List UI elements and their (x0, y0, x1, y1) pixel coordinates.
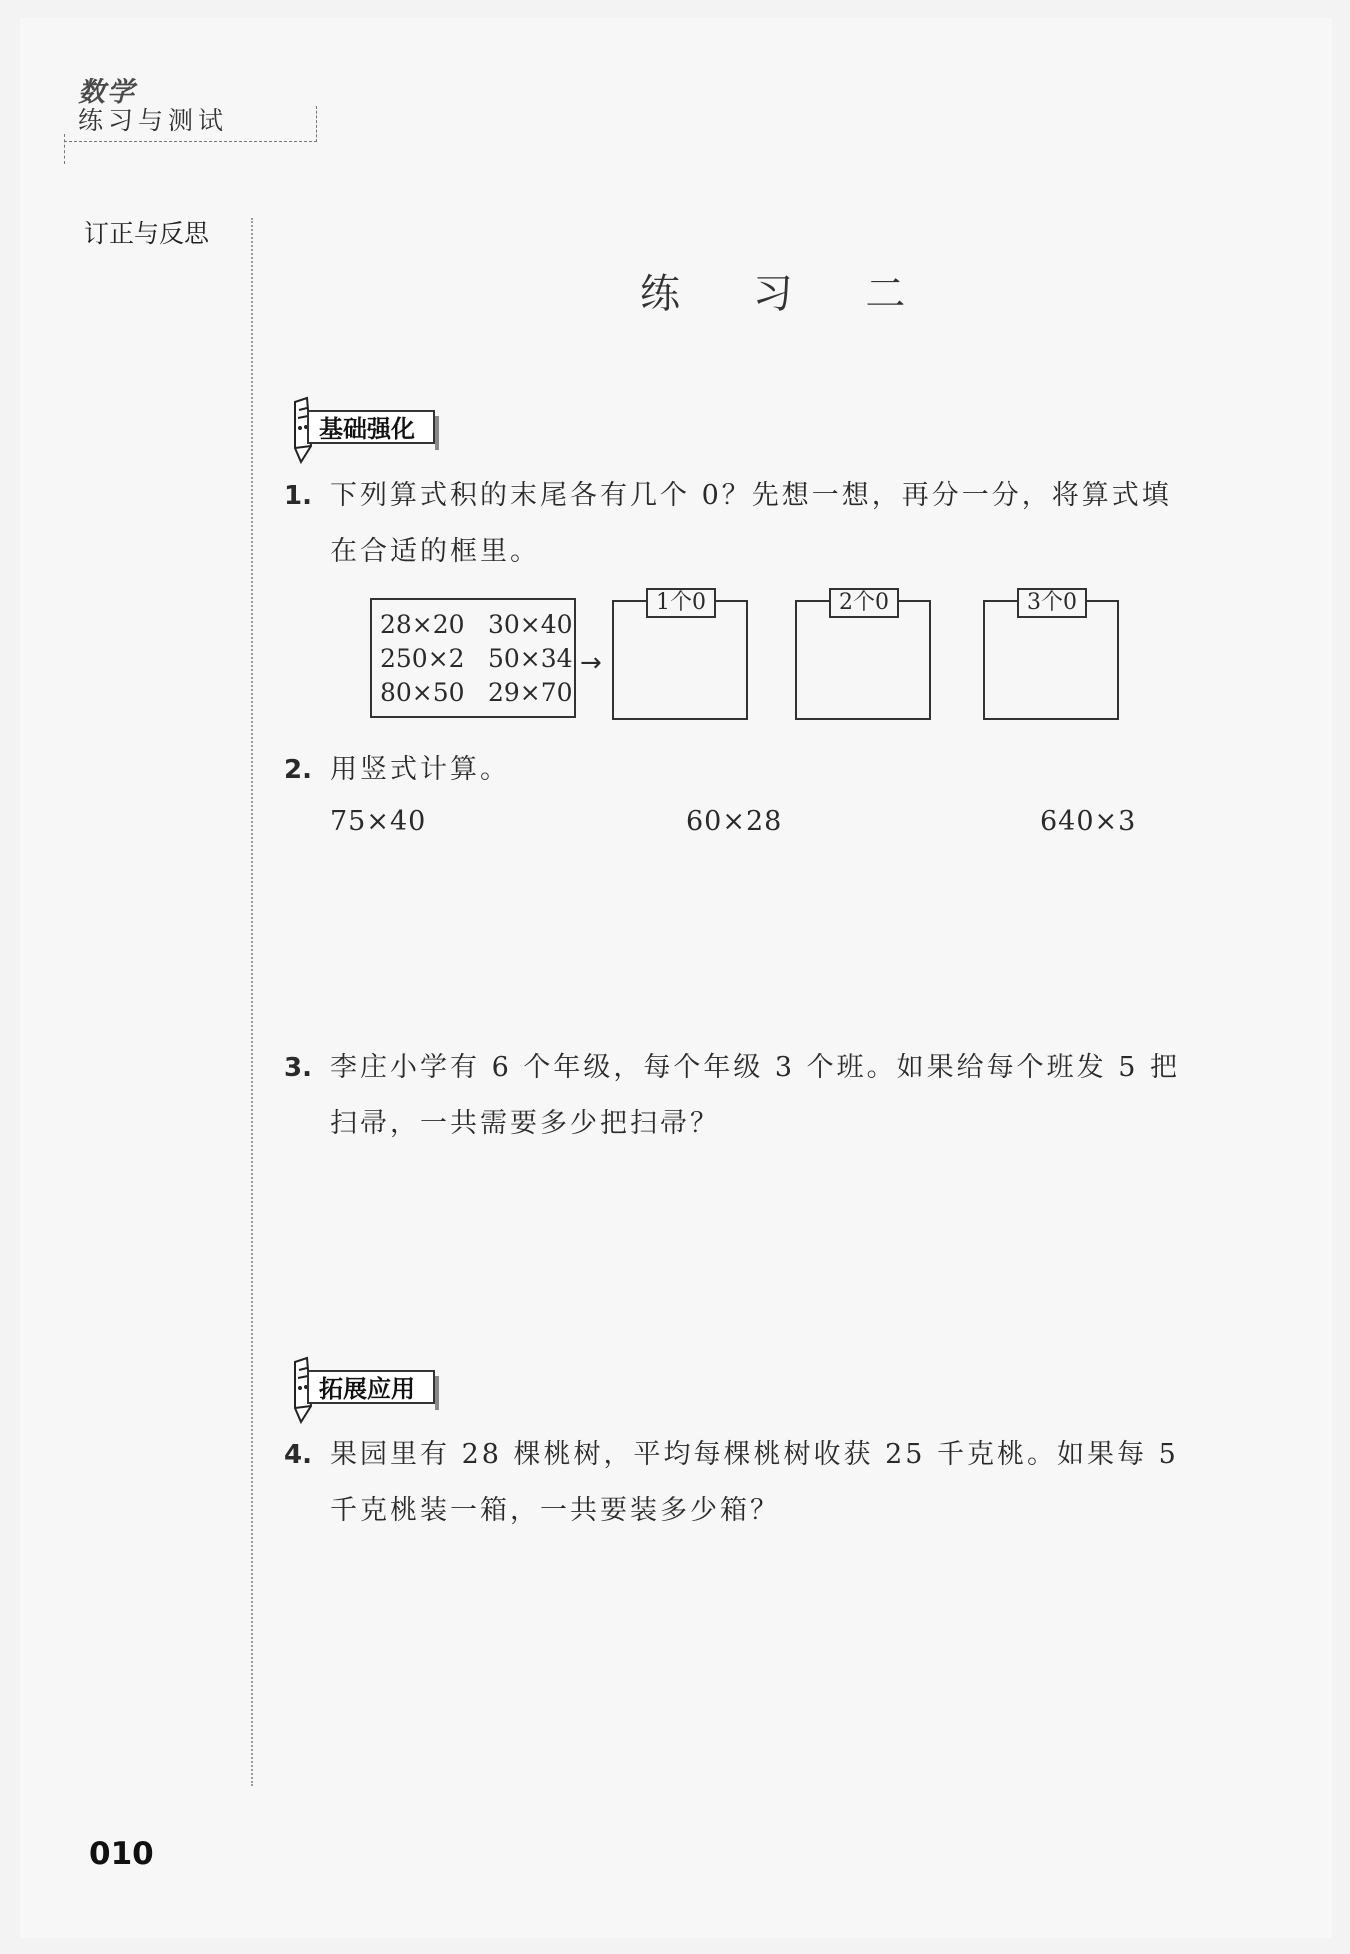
expression: 50×34 (488, 644, 573, 673)
expression: 30×40 (488, 610, 573, 639)
right-arrow-icon: → (580, 648, 602, 678)
question-2 (284, 742, 1244, 798)
expression-row (380, 642, 574, 676)
question-number: 3. (284, 1053, 312, 1083)
box-tag: 2个0 (829, 588, 899, 618)
brand-subject: 数学 (78, 77, 136, 108)
section-badge-extended: 拓展应用 (307, 1370, 435, 1404)
box-tag: 3个0 (1017, 588, 1087, 618)
section-title: 练 习 二 (640, 271, 936, 317)
expression-row (380, 608, 574, 642)
calc-problem: 60×28 (686, 806, 783, 837)
box-tag: 1个0 (646, 588, 716, 618)
calc-problem: 75×40 (330, 806, 427, 837)
expression: 250×2 (380, 644, 465, 673)
question-1 (284, 468, 1244, 580)
expression: 28×20 (380, 610, 465, 639)
section-badge-basic: 基础强化 (307, 410, 435, 444)
question-text-line: 下列算式积的末尾各有几个 0？先想一想，再分一分，将算式填 (330, 480, 1172, 511)
expression-box (370, 598, 576, 718)
answer-box-two-zeros[interactable] (795, 590, 931, 720)
margin-divider (251, 218, 253, 1786)
answer-box-three-zeros[interactable] (983, 590, 1119, 720)
question-number: 2. (284, 755, 312, 785)
question-text-line: 扫帚，一共需要多少把扫帚？ (330, 1108, 720, 1139)
question-text-line: 用竖式计算。 (330, 754, 510, 785)
question-4 (284, 1427, 1244, 1539)
question-number: 4. (284, 1440, 312, 1470)
question-text-line: 李庄小学有 6 个年级，每个年级 3 个班。如果给每个班发 5 把 (330, 1052, 1181, 1083)
question-3 (284, 1040, 1244, 1152)
expression: 29×70 (488, 678, 573, 707)
question-text-line: 果园里有 28 棵桃树，平均每棵桃树收获 25 千克桃。如果每 5 (330, 1439, 1179, 1470)
correction-reflection-label: 订正与反思 (84, 219, 210, 248)
question-text-line: 千克桃装一箱，一共要装多少箱？ (330, 1495, 780, 1526)
expression: 80×50 (380, 678, 465, 707)
page-number: 010 (89, 1836, 154, 1872)
answer-box-one-zero[interactable] (612, 590, 748, 720)
question-text-line: 在合适的框里。 (330, 536, 540, 567)
calc-problem: 640×3 (1040, 806, 1137, 837)
question-number: 1. (284, 481, 312, 511)
expression-row (380, 676, 574, 710)
brand-title: 练习与测试 (64, 106, 317, 142)
